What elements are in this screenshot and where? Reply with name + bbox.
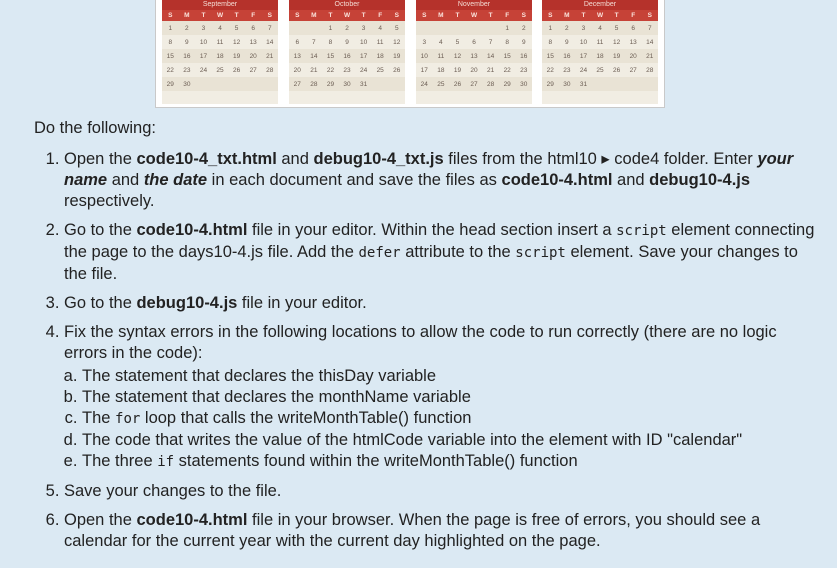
day-cell: 15	[166, 52, 174, 60]
week-row	[416, 35, 532, 49]
day-cell: 13	[470, 52, 478, 60]
day-cell: 12	[232, 38, 241, 46]
weekday-label: S	[521, 12, 526, 19]
day-cell: 1	[548, 24, 553, 32]
day-cell: 24	[579, 66, 588, 74]
day-cell: 6	[472, 38, 476, 46]
day-cell: 23	[343, 66, 351, 74]
weekday-label: M	[438, 12, 444, 19]
day-cell: 9	[345, 38, 349, 46]
day-cell: 9	[521, 38, 526, 46]
step-4a: a. The statement that declares the thisDay variable	[82, 366, 824, 387]
week-row	[542, 77, 658, 91]
day-cell: 4	[378, 24, 382, 32]
day-cell: 23	[520, 66, 528, 74]
day-cell: 2	[565, 24, 569, 32]
week-row	[162, 77, 278, 91]
day-cell: 28	[486, 80, 495, 88]
day-cell: 20	[249, 52, 257, 60]
day-cell: 13	[249, 38, 257, 46]
month-name: October	[289, 0, 405, 10]
week-row	[289, 77, 405, 91]
weekday-label: W	[343, 12, 351, 19]
weekday-label: S	[295, 12, 300, 19]
day-cell: 20	[470, 66, 478, 74]
week-row	[162, 63, 278, 77]
weekday-label: F	[251, 12, 256, 19]
day-cell: 19	[612, 52, 621, 60]
day-cell: 12	[612, 38, 621, 46]
weekday-label: F	[631, 12, 636, 19]
week-row	[162, 35, 278, 49]
day-cell: 9	[565, 38, 569, 46]
weekday-header	[416, 10, 532, 21]
day-cell: 17	[420, 66, 428, 74]
weekday-label: S	[548, 12, 553, 19]
day-cell: 8	[548, 38, 553, 46]
day-cell: 30	[183, 80, 191, 88]
day-cell: 18	[596, 52, 604, 60]
day-cell: 6	[631, 24, 635, 32]
day-cell: 27	[629, 66, 637, 74]
weekday-label: W	[470, 12, 478, 19]
day-cell: 10	[420, 52, 428, 60]
day-cell: 4	[439, 38, 443, 46]
day-cell: 8	[505, 38, 509, 46]
weekday-label: W	[216, 12, 224, 19]
day-cell: 7	[488, 38, 493, 46]
day-cell: 29	[503, 80, 511, 88]
day-cell: 18	[216, 52, 224, 60]
day-cell: 5	[614, 24, 619, 32]
week-row	[542, 21, 658, 35]
weekday-label: S	[394, 12, 399, 19]
day-cell: 22	[546, 66, 554, 74]
day-cell: 31	[359, 80, 368, 88]
week-row	[162, 21, 278, 35]
day-cell: 3	[581, 24, 586, 32]
step-4c: c. The for loop that calls the writeMonthTable() function	[82, 408, 824, 430]
day-cell: 28	[266, 66, 274, 74]
step-2: 2. Go to the code10-4.html file in your editor. Within the head section insert a script element connecting the page to the days10-4.js file. Add the defer attribute to the script element. Save your changes to the file.	[64, 220, 824, 285]
intro-text: Do the following:	[34, 119, 156, 137]
weekday-label: F	[378, 12, 383, 19]
day-cell: 28	[646, 66, 654, 74]
day-cell: 11	[216, 38, 224, 46]
day-cell: 16	[343, 52, 351, 60]
step-5: 5. Save your changes to the file.	[64, 481, 824, 502]
weekday-label: T	[361, 12, 366, 19]
day-cell: 30	[520, 80, 528, 88]
day-cell: 8	[328, 38, 333, 46]
day-cell: 12	[453, 52, 462, 60]
day-cell: 14	[486, 52, 495, 60]
week-row	[542, 35, 658, 49]
step-4e: e. The three if statements found within the writeMonthTable() function	[82, 451, 824, 473]
day-cell: 20	[293, 66, 301, 74]
step-1: 1. Open the code10-4_txt.html and debug10-4_txt.js files from the html10 ▸ code4 folder. Enter your name and the date in each document and save the files as code10-4.html and debug10-4.js respectively.	[64, 149, 824, 212]
weekday-label: T	[328, 12, 333, 19]
day-cell: 7	[312, 38, 316, 46]
day-cell: 7	[267, 24, 272, 32]
day-cell: 3	[422, 38, 427, 46]
day-cell: 3	[201, 24, 206, 32]
week-row	[542, 49, 658, 63]
day-cell: 11	[596, 38, 604, 46]
day-cell: 14	[266, 38, 274, 46]
day-cell: 18	[437, 66, 445, 74]
day-cell: 31	[579, 80, 588, 88]
day-cell: 29	[166, 80, 174, 88]
day-cell: 19	[453, 66, 462, 74]
day-cell: 25	[376, 66, 384, 74]
day-cell: 19	[393, 52, 401, 60]
weekday-header	[542, 10, 658, 21]
day-cell: 27	[470, 80, 478, 88]
weekday-label: M	[311, 12, 317, 19]
day-cell: 21	[646, 52, 654, 60]
day-cell: 17	[579, 52, 588, 60]
day-cell: 29	[326, 80, 335, 88]
day-cell: 26	[393, 66, 401, 74]
weekday-label: S	[267, 12, 272, 19]
calendar-month	[289, 0, 405, 104]
month-name: September	[162, 0, 278, 10]
day-cell: 18	[376, 52, 384, 60]
day-cell: 8	[168, 38, 173, 46]
step-6: 6. Open the code10-4.html file in your browser. When the page is free of errors, you should see a calendar for the current year with the current day highlighted on the page.	[64, 510, 824, 552]
day-cell: 22	[503, 66, 511, 74]
day-cell: 22	[166, 66, 174, 74]
day-cell: 11	[437, 52, 445, 60]
weekday-label: W	[596, 12, 604, 19]
weekday-label: M	[184, 12, 190, 19]
week-row	[416, 77, 532, 91]
day-cell: 30	[563, 80, 571, 88]
weekday-header	[289, 10, 405, 21]
day-cell: 2	[185, 24, 189, 32]
day-cell: 4	[218, 24, 222, 32]
day-cell: 25	[437, 80, 445, 88]
day-cell: 5	[455, 38, 460, 46]
day-cell: 23	[563, 66, 571, 74]
week-row	[289, 63, 405, 77]
day-cell: 13	[629, 38, 637, 46]
day-cell: 9	[185, 38, 189, 46]
day-cell: 3	[361, 24, 366, 32]
week-row	[289, 21, 405, 35]
weekday-label: S	[647, 12, 652, 19]
week-row	[542, 63, 658, 77]
day-cell: 14	[310, 52, 318, 60]
day-cell: 17	[199, 52, 208, 60]
weekday-label: T	[234, 12, 239, 19]
day-cell: 21	[310, 66, 318, 74]
weekday-label: T	[488, 12, 493, 19]
step-4-sublist	[64, 366, 824, 473]
calendar-month	[542, 0, 658, 104]
day-cell: 6	[251, 24, 255, 32]
weekday-label: F	[505, 12, 510, 19]
day-cell: 6	[295, 38, 300, 46]
step-3: 3. Go to the debug10-4.js file in your editor.	[64, 293, 824, 314]
day-cell: 16	[520, 52, 528, 60]
day-cell: 10	[579, 38, 588, 46]
instructions	[34, 118, 824, 560]
weekday-label: S	[168, 12, 173, 19]
day-cell: 4	[598, 24, 602, 32]
month-name: December	[542, 0, 658, 10]
day-cell: 26	[232, 66, 241, 74]
day-cell: 20	[629, 52, 637, 60]
day-cell: 1	[505, 24, 509, 32]
day-cell: 15	[326, 52, 335, 60]
day-cell: 25	[596, 66, 604, 74]
day-cell: 29	[546, 80, 554, 88]
day-cell: 10	[199, 38, 208, 46]
day-cell: 11	[376, 38, 384, 46]
week-row	[416, 63, 532, 77]
week-row	[416, 21, 532, 35]
day-cell: 27	[293, 80, 301, 88]
weekday-label: M	[564, 12, 570, 19]
day-cell: 16	[563, 52, 571, 60]
week-row	[416, 49, 532, 63]
weekday-label: T	[201, 12, 206, 19]
day-cell: 1	[168, 24, 173, 32]
weekday-header	[162, 10, 278, 21]
day-cell: 26	[453, 80, 462, 88]
day-cell: 30	[343, 80, 351, 88]
weekday-label: S	[422, 12, 427, 19]
day-cell: 15	[546, 52, 554, 60]
day-cell: 12	[393, 38, 401, 46]
day-cell: 24	[420, 80, 428, 88]
weekday-label: T	[614, 12, 619, 19]
day-cell: 22	[326, 66, 335, 74]
day-cell: 7	[647, 24, 652, 32]
day-cell: 19	[232, 52, 241, 60]
weekday-label: T	[581, 12, 586, 19]
day-cell: 17	[359, 52, 368, 60]
step-4: 4. Fix the syntax errors in the following locations to allow the code to run correctly (there are no logic errors in the code): a. The statement that declares the thisDay variable b. The statement that declares the monthName variable c. The for loop that calls the writeMonthTable() function d. The code that writes the value of the htmlCode variable into the element with ID "calendar" e. The three if statements found within the writeMonthTable() function	[64, 322, 824, 473]
day-cell: 10	[359, 38, 368, 46]
month-name: November	[416, 0, 532, 10]
day-cell: 25	[216, 66, 224, 74]
day-cell: 1	[328, 24, 333, 32]
steps-list	[34, 149, 824, 552]
week-row	[289, 35, 405, 49]
step-4d: d. The code that writes the value of the htmlCode variable into the element with ID "calendar"	[82, 430, 824, 451]
day-cell: 15	[503, 52, 511, 60]
calendar-image	[155, 0, 665, 108]
day-cell: 5	[234, 24, 239, 32]
step-4b: b. The statement that declares the monthName variable	[82, 387, 824, 408]
day-cell: 2	[521, 24, 526, 32]
day-cell: 24	[199, 66, 208, 74]
day-cell: 2	[345, 24, 349, 32]
day-cell: 21	[266, 52, 274, 60]
weekday-label: T	[455, 12, 460, 19]
day-cell: 28	[310, 80, 318, 88]
day-cell: 5	[394, 24, 399, 32]
day-cell: 27	[249, 66, 257, 74]
day-cell: 23	[183, 66, 191, 74]
day-cell: 26	[612, 66, 621, 74]
day-cell: 24	[359, 66, 368, 74]
day-cell: 16	[183, 52, 191, 60]
week-row	[289, 49, 405, 63]
calendar-month	[416, 0, 532, 104]
calendar-month	[162, 0, 278, 104]
week-row	[162, 49, 278, 63]
day-cell: 13	[293, 52, 301, 60]
day-cell: 14	[646, 38, 654, 46]
day-cell: 21	[486, 66, 495, 74]
